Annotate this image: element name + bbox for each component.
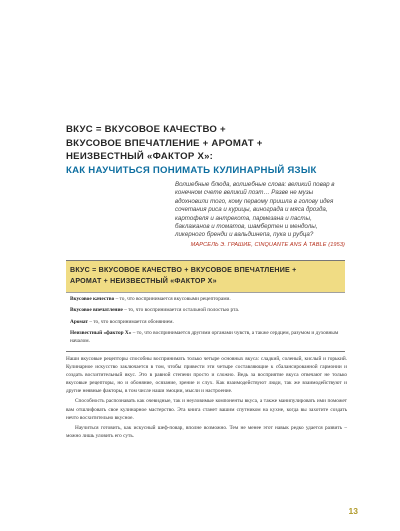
definition-item [70,296,342,303]
definition-term: Неизвестный «фактор X» [70,330,132,337]
title-subtitle: КАК НАУЧИТЬСЯ ПОНИМАТЬ КУЛИНАРНЫЙ ЯЗЫК [66,164,317,176]
epigraph-text: Волшебные блюда, волшебные слова: великий повар в конечном счете великий поэт… Разве не музы вдохновили того, кому первому пришла в голову идея сочетания риса и курицы, винограда и мяса дрозда, картофеля и антрекота, пармезана и пасты, баклажанов и томатов, шамбертен и мендолы, ликерного бренди и вальдшнепа, пука и рубца? [175,181,335,239]
box-mid-rule [66,292,345,293]
title-line-1: ВКУС = ВКУСОВОЕ КАЧЕСТВО + [66,124,226,135]
definitions-list [70,296,342,349]
box-title [70,265,340,287]
definition-term: Вкусовое впечатление [70,307,123,314]
definition-term: Аромат [70,318,89,325]
epigraph-attribution: МАРСЕЛЬ Э. ГРАШИЕ, CINQUANTE ANS À TABLE (1953) [190,241,345,248]
definition-item [70,330,342,345]
body-text [66,355,347,442]
box-title-line-1: ВКУС = ВКУСОВОЕ КАЧЕСТВО + ВКУСОВОЕ ВПЕЧАТЛЕНИЕ + [70,266,297,274]
body-paragraph-2: Способность распознавать как очевидные, так и неуловимые компоненты вкуса, а также манипулировать ими поможет вам отшлифовать свое кулинарное мастерство. Эта книга станет вашим спутником на кухне, когда вы захотите создать нечто восхитительно вкусное. [66,398,347,421]
definition-text: – то, что воспринимается вкусовыми рецепторами. [114,296,231,302]
page-title [66,123,366,177]
title-line-3: НЕИЗВЕСТНЫЙ «ФАКТОР X»: [66,151,214,162]
page-number: 13 [348,506,358,516]
definition-text: – то, что воспринимается другими органами чувств, а также сердцем, разумом и духовным началом. [70,330,339,344]
definition-item [70,307,342,314]
definition-text: – то, что воспринимается остальной полостью рта. [122,307,240,314]
definition-text: – то, что воспринимается обонянием. [88,318,174,325]
title-line-2: ВКУСОВОЕ ВПЕЧАТЛЕНИЕ + АРОМАТ + [66,137,263,149]
epigraph [175,181,345,249]
box-title-line-2: АРОМАТ + НЕИЗВЕСТНЫЙ «ФАКТОР X» [70,277,217,285]
body-paragraph-3: Научиться готовить, как искусный шеф-повар, вполне возможно. Тем не менее этот навык редко удается развить – можно лишь уловить его суть. [66,424,347,439]
definition-term: Вкусовое качество [70,296,115,302]
box-bottom-rule [66,351,345,352]
body-paragraph-1: Наши вкусовые рецепторы способны воспринимать только четыре основных вкуса: сладкий, соленый, кислый и горький. Кулинарное искусство заключается в том, чтобы привести эти четыре составляющие к сбалансированной гармонии и создать восхитительный вкус. Это в равной степени просто и сложно. Ведь за восприятие вкуса отвечают не только вкусовые рецепторы, но и обоняние, осязание, зрение и слух. Как взаимодействуют люди, так же взаимодействуют и другие неявные факторы, в том числе наши эмоции, мысли и настроение. [66,356,347,395]
definition-item [70,319,342,326]
